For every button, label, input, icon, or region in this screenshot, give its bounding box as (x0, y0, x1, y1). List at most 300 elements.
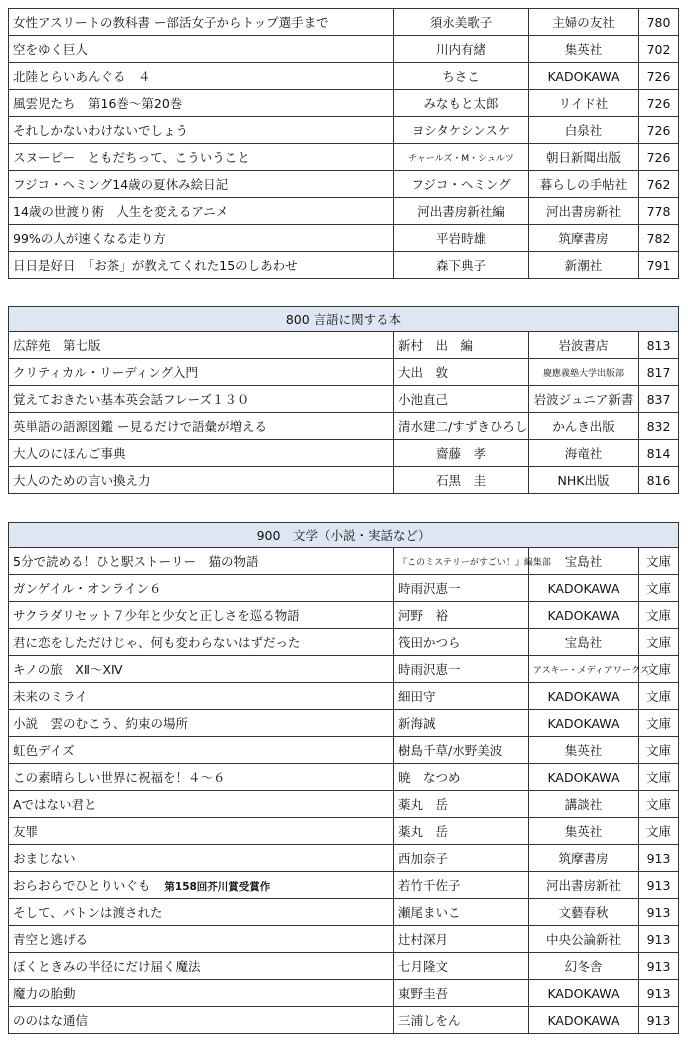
book-classification (639, 845, 679, 872)
book-classification (639, 359, 679, 386)
book-classification-text: 文庫 (646, 662, 672, 677)
book-author-text: 平岩時雄 (435, 231, 486, 246)
book-publisher (529, 413, 639, 440)
book-classification-text: 726 (646, 149, 671, 165)
book-title (9, 413, 394, 440)
book-author (394, 764, 529, 791)
book-author-text: 森下典子 (435, 258, 486, 273)
table-row (9, 845, 679, 872)
book-author-text: 三浦しをん (398, 1013, 461, 1028)
book-title-text: ののはな通信 (13, 1013, 89, 1028)
book-publisher-text: 慶應義塾大学出版部 (542, 368, 624, 379)
book-title-text: 君に恋をしただけじゃ、何も変わらないはずだった (13, 635, 301, 650)
book-author (394, 359, 529, 386)
book-title (9, 36, 394, 63)
book-title-text: サクラダリセット７少年と少女と正しさを巡る物語 (13, 608, 300, 623)
book-publisher (529, 791, 639, 818)
book-publisher-text: KADOKAWA (547, 580, 620, 596)
table-row (9, 602, 679, 629)
book-author-text: 齋藤 孝 (435, 446, 486, 461)
table-row (9, 683, 679, 710)
book-publisher-text: 筑摩書房 (558, 231, 609, 246)
book-title-text: 99%の人が速くなる走り方 (13, 231, 166, 246)
book-author-text: 『このミステリーがすごい！』編集部 (398, 557, 551, 568)
book-publisher-text: 河出書房新社 (545, 878, 621, 893)
book-classification (639, 225, 679, 252)
book-author (394, 845, 529, 872)
book-publisher-text: 集英社 (564, 824, 603, 839)
book-classification-text: 913 (646, 850, 671, 866)
book-publisher (529, 818, 639, 845)
book-author (394, 791, 529, 818)
book-title (9, 845, 394, 872)
book-publisher (529, 602, 639, 629)
table-row (9, 872, 679, 899)
book-title-text: 友罪 (13, 824, 39, 839)
book-author-text: 西加奈子 (398, 851, 449, 866)
book-author (394, 575, 529, 602)
book-classification (639, 764, 679, 791)
book-author-text: チャールズ・M・シュルツ (408, 153, 514, 164)
book-publisher-text: 岩波ジュニア新書 (533, 392, 634, 407)
book-title (9, 332, 394, 359)
book-classification (639, 980, 679, 1007)
book-title (9, 791, 394, 818)
book-author-text: 石黒 圭 (435, 473, 486, 488)
book-author (394, 252, 529, 279)
book-classification-text: 913 (646, 904, 671, 920)
book-title (9, 899, 394, 926)
book-publisher-text: リイド社 (558, 96, 609, 111)
table-row (9, 386, 679, 413)
book-classification-text: 文庫 (646, 743, 672, 758)
book-title (9, 710, 394, 737)
table-row (9, 737, 679, 764)
book-publisher (529, 575, 639, 602)
book-classification-text: 913 (646, 985, 671, 1001)
book-publisher (529, 845, 639, 872)
book-publisher-text: アスキー・メディアワークス (533, 665, 649, 676)
book-classification-text: 726 (646, 68, 671, 84)
book-title-text: 5分で読める！ひと駅ストーリー 猫の物語 (13, 554, 259, 569)
book-title (9, 629, 394, 656)
table-row (9, 899, 679, 926)
book-title (9, 225, 394, 252)
table-row (9, 198, 679, 225)
book-classification-text: 文庫 (646, 689, 672, 704)
book-publisher-text: かんき出版 (552, 419, 615, 434)
book-title (9, 144, 394, 171)
book-title (9, 737, 394, 764)
book-title-text: フジコ・ヘミング14歳の夏休み絵日記 (13, 177, 229, 192)
book-author (394, 980, 529, 1007)
book-publisher-text: 筑摩書房 (558, 851, 609, 866)
book-author-text: ヨシタケシンスケ (411, 123, 511, 138)
table-row (9, 90, 679, 117)
book-author (394, 548, 551, 575)
book-title (9, 683, 394, 710)
book-classification (639, 9, 679, 36)
book-classification-text: 文庫 (646, 581, 672, 596)
book-classification (639, 791, 679, 818)
book-classification-text: 文庫 (646, 770, 672, 785)
book-title-text: 空をゆく巨人 (13, 42, 89, 57)
book-title-text: 風雲児たち 第16巻〜第20巻 (13, 96, 183, 111)
book-author (394, 440, 529, 467)
table-row (9, 791, 679, 818)
book-publisher (529, 764, 639, 791)
book-title-text: 広辞苑 第七版 (13, 338, 101, 353)
table-row (9, 9, 679, 36)
book-author (394, 144, 529, 171)
book-publisher (529, 63, 639, 90)
table-row (9, 980, 679, 1007)
book-classification-text: 文庫 (646, 824, 672, 839)
book-title-text: おらおらでひとりいぐも (13, 878, 151, 893)
book-author-text: 河出書房新社編 (417, 204, 505, 219)
book-classification (639, 737, 679, 764)
book-classification-text: 文庫 (646, 797, 672, 812)
table-row (9, 548, 679, 575)
book-classification (639, 440, 679, 467)
book-classification (639, 90, 679, 117)
book-classification-text: 791 (646, 257, 671, 273)
book-author-text: フジコ・ヘミング (411, 177, 511, 192)
book-publisher (529, 926, 639, 953)
book-classification (639, 926, 679, 953)
book-classification-text: 913 (646, 877, 671, 893)
book-classification (639, 252, 679, 279)
book-publisher-text: 集英社 (564, 743, 603, 758)
book-author-text: 東野圭吾 (398, 986, 449, 1001)
book-title-text: 英単語の語源図鑑 ー見るだけで語彙が増える (13, 419, 267, 434)
book-publisher-text: 中央公論新社 (545, 932, 621, 947)
book-publisher (529, 629, 639, 656)
table-row (9, 953, 679, 980)
book-author-text: 時雨沢恵一 (398, 662, 461, 677)
book-author-text: 辻村深月 (398, 932, 449, 947)
table-700-tail (8, 8, 679, 279)
book-publisher (529, 171, 639, 198)
book-title (9, 171, 394, 198)
book-classification (639, 1007, 679, 1034)
book-author-text: 細田守 (398, 689, 436, 704)
book-classification (639, 171, 679, 198)
book-publisher (529, 117, 639, 144)
book-publisher (529, 872, 639, 899)
book-classification-text: 726 (646, 122, 671, 138)
book-classification (639, 467, 679, 494)
book-publisher (529, 737, 639, 764)
book-publisher (529, 683, 639, 710)
book-publisher-text: 暮らしの手帖社 (539, 177, 628, 192)
book-classification (639, 872, 679, 899)
book-title (9, 602, 394, 629)
book-author-text: 川内有緒 (435, 42, 486, 57)
book-author (394, 953, 529, 980)
book-author (394, 467, 529, 494)
book-author (394, 9, 529, 36)
book-title-text: 14歳の世渡り術 人生を変えるアニメ (13, 204, 229, 219)
book-classification-text: 814 (646, 445, 671, 461)
book-classification-text: 837 (646, 391, 671, 407)
award-note: 第158回芥川賞受賞作 (164, 881, 271, 893)
book-classification (639, 710, 679, 737)
book-title (9, 953, 394, 980)
book-classification (639, 117, 679, 144)
book-author (394, 36, 529, 63)
book-title (9, 926, 394, 953)
book-title (9, 90, 394, 117)
book-publisher (529, 710, 639, 737)
book-title (9, 818, 394, 845)
table-row (9, 575, 679, 602)
book-classification-text: 702 (646, 41, 671, 57)
book-classification-text: 832 (646, 418, 671, 434)
book-author (394, 737, 529, 764)
book-author (394, 710, 529, 737)
book-publisher-text: 岩波書店 (558, 338, 609, 353)
table-row (9, 764, 679, 791)
table-row (9, 656, 679, 683)
book-publisher (529, 440, 639, 467)
book-title-text: スヌーピー ともだちって、こういうこと (13, 150, 250, 165)
table-row (9, 1007, 679, 1034)
book-publisher (529, 144, 639, 171)
book-author-text: ちさこ (442, 69, 480, 84)
book-publisher-text: KADOKAWA (547, 985, 620, 1001)
book-publisher-text: 新潮社 (564, 258, 603, 273)
book-publisher (529, 386, 639, 413)
book-title-text: キノの旅 ⅩⅡ〜ⅩⅣ (13, 662, 123, 677)
book-classification (639, 36, 679, 63)
table-row (9, 252, 679, 279)
table-row (9, 359, 679, 386)
book-author-text: 新村 出 編 (398, 338, 474, 353)
book-title (9, 548, 394, 575)
book-author (394, 926, 529, 953)
book-publisher (529, 467, 639, 494)
section-heading: 800 言語に関する本 (9, 307, 679, 332)
book-classification (639, 629, 679, 656)
book-title-text: 虹色デイズ (13, 743, 75, 758)
book-author-text: 薬丸 岳 (398, 824, 449, 839)
book-classification-text: 文庫 (646, 608, 672, 623)
book-title-text: Aではない君と (13, 797, 97, 812)
book-author (394, 818, 529, 845)
book-publisher (529, 332, 639, 359)
book-publisher (529, 9, 639, 36)
book-publisher (529, 252, 639, 279)
book-publisher (529, 1007, 639, 1034)
book-author-text: 大出 敦 (398, 365, 449, 380)
book-classification-text: 913 (646, 1012, 671, 1028)
book-title (9, 440, 394, 467)
book-publisher-text: 文藝春秋 (558, 905, 609, 920)
book-author-text: 七月隆文 (398, 959, 449, 974)
book-publisher-text: KADOKAWA (547, 607, 620, 623)
book-title-text: 青空と逃げる (13, 932, 89, 947)
book-title-text: 小説 雲のむこう、約束の場所 (13, 716, 189, 731)
book-author-text: 瀬尾まいこ (398, 905, 461, 920)
book-title-text: 女性アスリートの教科書 ー部活女子からトップ選手まで (13, 15, 329, 30)
book-classification-text: 762 (646, 176, 671, 192)
book-publisher-text: 朝日新聞出版 (545, 150, 621, 165)
book-author (394, 629, 529, 656)
table-900-literature (8, 522, 679, 1034)
book-author-text: 小池直己 (398, 392, 449, 407)
book-publisher-text: KADOKAWA (547, 688, 620, 704)
book-author-text: 須永美歌子 (429, 15, 493, 30)
book-author (394, 683, 529, 710)
book-title-text: ぼくときみの半径にだけ届く魔法 (13, 959, 201, 974)
book-publisher-text: 宝島社 (564, 635, 603, 650)
book-publisher-text: 幻冬舎 (564, 959, 603, 974)
book-publisher (529, 225, 639, 252)
section-header-900 (9, 523, 679, 548)
book-title (9, 117, 394, 144)
table-row (9, 710, 679, 737)
book-publisher-text: 宝島社 (564, 554, 603, 569)
book-classification-text: 780 (646, 14, 671, 30)
book-title-text: おまじない (13, 851, 76, 866)
table-row (9, 440, 679, 467)
book-author-text: 若竹千佐子 (398, 878, 461, 893)
book-publisher (529, 899, 639, 926)
book-publisher-text: KADOKAWA (547, 1012, 620, 1028)
book-publisher (529, 980, 639, 1007)
book-author (394, 413, 529, 440)
book-classification (639, 953, 679, 980)
book-classification-text: 913 (646, 931, 671, 947)
book-classification-text: 782 (646, 230, 671, 246)
book-author (394, 872, 529, 899)
section-heading: 900 文学（小説・実話など） (9, 523, 679, 548)
book-classification (639, 332, 679, 359)
book-title-text: この素晴らしい世界に祝福を！４〜６ (13, 770, 226, 785)
book-publisher-text: 河出書房新社 (545, 204, 621, 219)
book-classification (639, 575, 679, 602)
book-author (394, 1007, 529, 1034)
book-publisher-text: KADOKAWA (547, 769, 620, 785)
book-classification (639, 413, 679, 440)
book-classification (639, 683, 679, 710)
book-title (9, 252, 394, 279)
book-author-text: 時雨沢恵一 (398, 581, 461, 596)
section-header-800 (9, 307, 679, 332)
book-title (9, 63, 394, 90)
book-title-text: それしかないわけないでしょう (13, 123, 189, 138)
table-row (9, 117, 679, 144)
book-title-text: 大人のにほんご事典 (13, 446, 126, 461)
book-author (394, 63, 529, 90)
book-author (394, 171, 529, 198)
table-row (9, 63, 679, 90)
book-publisher (529, 36, 639, 63)
book-classification (639, 602, 679, 629)
book-classification (639, 386, 679, 413)
book-author-text: 新海誠 (398, 716, 436, 731)
book-classification (639, 899, 679, 926)
book-title (9, 656, 394, 683)
book-author (394, 117, 529, 144)
book-title-text: ガンゲイル・オンライン６ (13, 581, 162, 596)
book-title (9, 575, 394, 602)
book-title (9, 386, 394, 413)
table-row (9, 629, 679, 656)
book-author (394, 386, 529, 413)
book-publisher-text: NHK出版 (557, 473, 610, 488)
table-row (9, 818, 679, 845)
book-classification-text: 813 (646, 337, 671, 353)
book-author (394, 899, 529, 926)
book-title-text: 魔力の胎動 (13, 986, 76, 1001)
book-title (9, 467, 394, 494)
book-classification-text: 726 (646, 95, 671, 111)
book-author-text: 薬丸 岳 (398, 797, 449, 812)
book-publisher-text: 海竜社 (564, 446, 603, 461)
book-author (394, 225, 529, 252)
book-title (9, 980, 394, 1007)
table-row (9, 144, 679, 171)
book-publisher-text: 集英社 (564, 42, 603, 57)
book-author-text: 樹島千草/水野美波 (398, 743, 503, 758)
book-author (394, 332, 529, 359)
book-author-text: みなもと太郎 (423, 96, 499, 111)
table-800-language (8, 306, 679, 494)
book-title (9, 1007, 394, 1034)
table-row (9, 332, 679, 359)
book-publisher-text: 主婦の友社 (552, 15, 615, 30)
book-publisher-text: 白泉社 (564, 123, 603, 138)
book-classification-text: 913 (646, 958, 671, 974)
book-publisher (529, 656, 649, 683)
book-classification (639, 198, 679, 225)
book-author-text: 暁 なつめ (398, 770, 461, 785)
book-author (394, 656, 529, 683)
book-author-text: 清水建二/すずきひろし (398, 419, 528, 434)
book-classification-text: 文庫 (646, 716, 672, 731)
book-publisher (529, 198, 639, 225)
book-author (394, 90, 529, 117)
book-title (9, 9, 394, 36)
book-title (9, 198, 394, 225)
table-row (9, 467, 679, 494)
book-title-text: 日日是好日 「お茶」が教えてくれた15のしあわせ (13, 258, 298, 273)
book-author (394, 198, 529, 225)
book-classification (639, 818, 679, 845)
book-classification (639, 548, 679, 575)
table-row (9, 36, 679, 63)
book-title-text: 覚えておきたい基本英会話フレーズ１３０ (13, 392, 250, 407)
table-row (9, 926, 679, 953)
book-title (9, 872, 394, 899)
book-classification-text: 文庫 (646, 554, 672, 569)
table-row (9, 171, 679, 198)
book-title-text: 北陸とらいあんぐる ４ (13, 69, 151, 84)
book-publisher-text: KADOKAWA (547, 715, 620, 731)
book-publisher-text: KADOKAWA (547, 68, 620, 84)
book-title-text: 大人のための言い換え力 (13, 473, 151, 488)
book-author-text: 筏田かつら (398, 635, 461, 650)
book-classification (639, 144, 679, 171)
book-classification-text: 817 (646, 364, 671, 380)
book-publisher (529, 953, 639, 980)
book-title-text: 未来のミライ (13, 689, 88, 704)
book-classification-text: 816 (646, 472, 671, 488)
book-title (9, 764, 394, 791)
table-row (9, 413, 679, 440)
